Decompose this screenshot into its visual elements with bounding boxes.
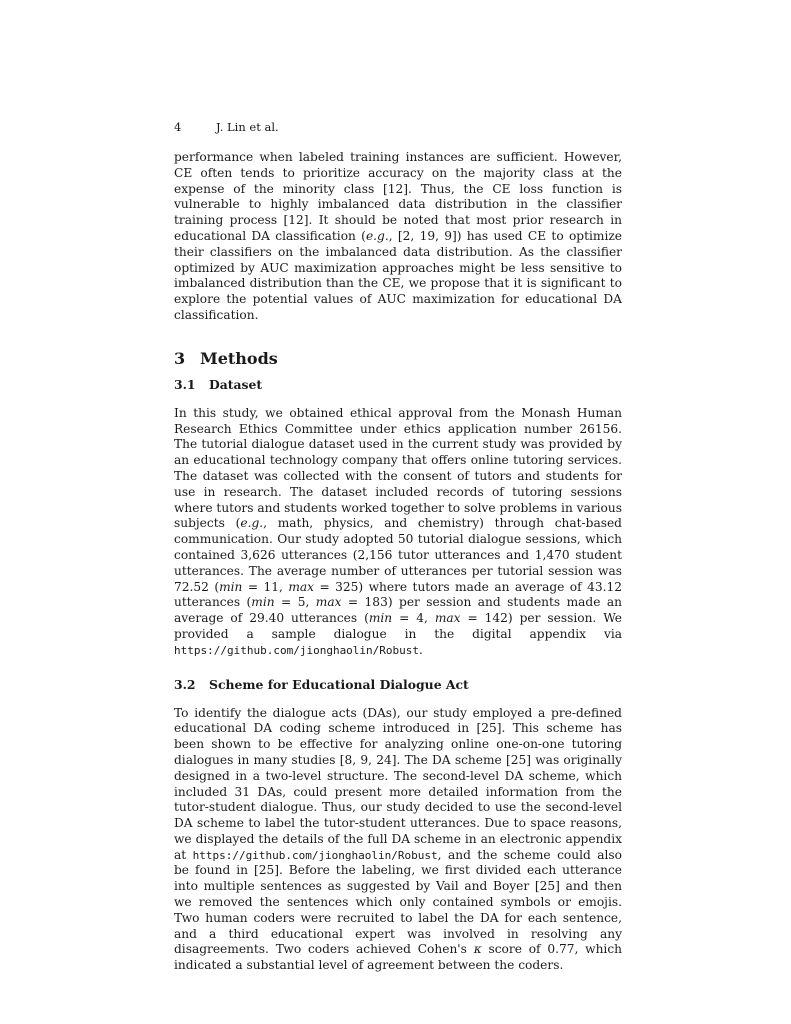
subsection-title: Scheme for Educational Dialogue Act	[209, 676, 469, 692]
subsection-heading-scheme	[174, 677, 622, 692]
running-head-authors: J. Lin et al.	[216, 120, 279, 134]
paper-body	[174, 150, 622, 974]
scheme-paragraph: To identify the dialogue acts (DAs), our study employed a pre-defined educational DA coding scheme introduced in [25]. This scheme has been shown to be effective for analyzing online one-on-one tutoring dialogues in many studies [8, 9, 24]. The DA scheme [25] was originally designed in a two-level structure. The second-level DA scheme, which included 31 DAs, could present more detailed information from the tutor-student dialogue. Thus, our study decided to use the second-level DA scheme to label the tutor-student utterances. Due to space reasons, we displayed the details of the full DA scheme in an electronic appendix at https://github.com/jionghaolin/Robust, and the scheme could also be found in [25]. Before the labeling, we first divided each utterance into multiple sentences as suggested by Vail and Boyer [25] and then we removed the sentences which only contained symbols or emojis. Two human coders were recruited to label the DA for each sentence, and a third educational expert was involved in resolving any disagreements. Two coders achieved Cohen's κ score of 0.77, which indicated a substantial level of agreement between the coders.	[174, 705, 622, 973]
subsection-number: 3.2	[174, 676, 196, 692]
dataset-paragraph: In this study, we obtained ethical approval from the Monash Human Research Ethics Committee under ethics application number 26156. The tutorial dialogue dataset used in the current study was provided by an educational technology company that offers online tutoring services. The dataset was collected with the consent of tutors and students for use in research. The dataset included records of tutoring sessions where tutors and students worked together to solve problems in various subjects (e.g., math, physics, and chemistry) through chat-based communication. Our study adopted 50 tutorial dialogue sessions, which contained 3,626 utterances (2,156 tutor utterances and 1,470 student utterances. The average number of utterances per tutorial session was 72.52 (min = 11, max = 325) where tutors made an average of 43.12 utterances (min = 5, max = 183) per session and students made an average of 29.40 utterances (min = 4, max = 142) per session. We provided a sample dialogue in the digital appendix via https://github.com/jionghaolin/Robust.	[174, 405, 622, 657]
section-heading	[174, 349, 622, 368]
running-head	[174, 120, 279, 134]
appendix-link[interactable]: https://github.com/jionghaolin/Robust	[192, 848, 438, 862]
subsection-title: Dataset	[209, 376, 263, 392]
intro-paragraph: performance when labeled training instances are sufficient. However, CE often tends to prioritize accuracy on the majority class at the expense of the minority class [12]. Thus, the CE loss function is vulnerable to highly imbalanced data distribution in the classifier training process [12]. It should be noted that most prior research in educational DA classification (e.g., [2, 19, 9]) has used CE to optimize their classifiers on the imbalanced data distribution. As the classifier optimized by AUC maximization approaches might be less sensitive to imbalanced distribution than the CE, we propose that it is significant to explore the potential values of AUC maximization for educational DA classification.	[174, 150, 622, 322]
section-title: Methods	[200, 348, 278, 368]
section-number: 3	[174, 348, 186, 368]
subsection-number: 3.1	[174, 376, 196, 392]
subsection-heading-dataset	[174, 377, 622, 392]
page-number: 4	[174, 120, 182, 134]
appendix-link[interactable]: https://github.com/jionghaolin/Robust	[174, 643, 420, 657]
